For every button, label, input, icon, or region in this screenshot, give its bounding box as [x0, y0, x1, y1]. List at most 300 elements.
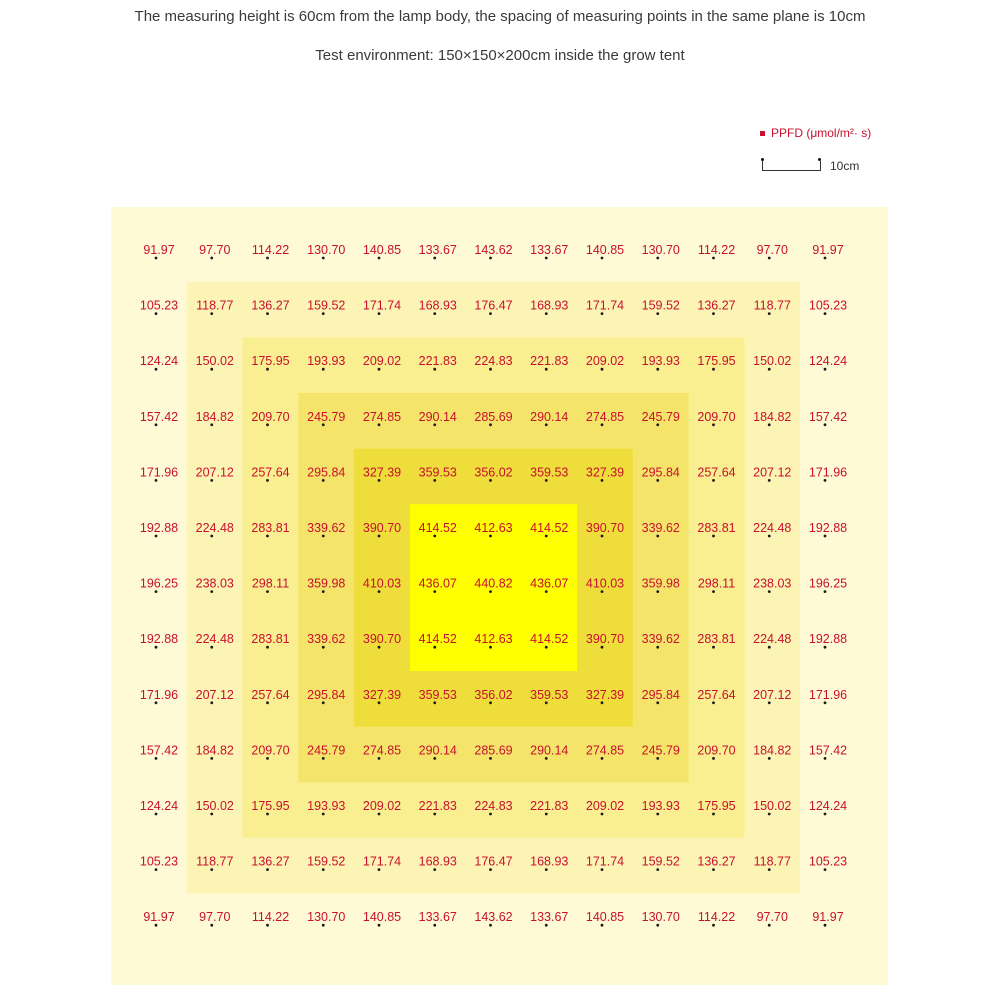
- measure-point-icon: [266, 368, 269, 371]
- ppfd-value-label: 285.69: [474, 743, 513, 758]
- measure-point-icon: [545, 535, 548, 538]
- ppfd-value-label: 245.79: [641, 409, 680, 424]
- measure-point-icon: [322, 868, 325, 871]
- header-line-measuring-height: The measuring height is 60cm from the lamp body, the spacing of measuring points in the same plane is 10cm: [134, 8, 866, 25]
- ppfd-value-label: 327.39: [362, 687, 402, 702]
- ppfd-value-label: 114.22: [697, 910, 736, 925]
- measure-point-icon: [601, 813, 604, 816]
- measure-point-icon: [656, 479, 659, 482]
- measure-point-icon: [656, 423, 659, 426]
- ppfd-value-label: 359.98: [641, 576, 680, 591]
- measure-point-icon: [601, 590, 604, 593]
- measure-point-icon: [545, 479, 548, 482]
- legend-label: PPFD (μmol/m²· s): [771, 126, 872, 140]
- measure-point-icon: [824, 646, 827, 649]
- ppfd-value-label: 130.70: [307, 243, 346, 257]
- ppfd-value-label: 207.12: [753, 465, 792, 480]
- ppfd-value-label: 118.77: [753, 298, 791, 313]
- ppfd-value-label: 150.02: [753, 354, 792, 369]
- ppfd-value-label: 171.96: [139, 687, 179, 702]
- measure-point-icon: [210, 479, 213, 482]
- measure-point-icon: [712, 868, 715, 871]
- ppfd-value-label: 238.03: [195, 576, 234, 591]
- ppfd-value-label: 209.70: [697, 409, 736, 424]
- measure-point-icon: [433, 757, 436, 760]
- measure-point-icon: [322, 535, 325, 538]
- ppfd-value-label: 171.74: [585, 854, 625, 869]
- measure-point-icon: [601, 257, 604, 260]
- measure-point-icon: [824, 312, 827, 315]
- measure-point-icon: [155, 757, 158, 760]
- ppfd-value-label: 436.07: [530, 576, 569, 591]
- ppfd-value-label: 105.23: [139, 854, 179, 869]
- measure-point-icon: [601, 423, 604, 426]
- ppfd-value-label: 290.14: [530, 409, 569, 424]
- ppfd-value-label: 192.88: [808, 521, 848, 535]
- measure-point-icon: [545, 257, 548, 260]
- measure-point-icon: [266, 701, 269, 704]
- measure-point-icon: [824, 757, 827, 760]
- ppfd-value-label: 436.07: [418, 576, 457, 591]
- measure-point-icon: [266, 535, 269, 538]
- measure-point-icon: [155, 813, 158, 816]
- measure-point-icon: [322, 423, 325, 426]
- ppfd-value-label: 224.48: [753, 632, 792, 647]
- measure-point-icon: [155, 535, 158, 538]
- ppfd-value-label: 157.42: [139, 743, 179, 758]
- measure-point-icon: [489, 423, 492, 426]
- ppfd-value-label: 159.52: [641, 298, 680, 313]
- measure-point-icon: [601, 868, 604, 871]
- measure-point-icon: [378, 757, 381, 760]
- ppfd-value-label: 105.23: [808, 298, 848, 313]
- ppfd-value-label: 171.96: [139, 465, 179, 480]
- ppfd-value-label: 298.11: [251, 576, 290, 591]
- ppfd-value-label: 124.24: [139, 354, 179, 369]
- measure-point-icon: [210, 368, 213, 371]
- ppfd-value-label: 412.63: [474, 521, 513, 535]
- ppfd-value-label: 221.83: [530, 354, 569, 369]
- ppfd-value-label: 224.48: [195, 521, 234, 535]
- measure-point-icon: [210, 312, 213, 315]
- ppfd-value-label: 184.82: [195, 409, 234, 424]
- measure-point-icon: [601, 757, 604, 760]
- measure-point-icon: [210, 257, 213, 260]
- ppfd-value-label: 171.74: [362, 298, 402, 313]
- ppfd-value-label: 114.22: [697, 243, 736, 257]
- ppfd-value-label: 359.53: [418, 465, 457, 480]
- measure-point-icon: [433, 646, 436, 649]
- ppfd-value-label: 124.24: [139, 799, 179, 813]
- ppfd-value-label: 339.62: [641, 521, 680, 535]
- ppfd-value-label: 224.83: [474, 354, 513, 369]
- ppfd-value-label: 124.24: [808, 354, 848, 369]
- ppfd-value-label: 176.47: [474, 854, 513, 869]
- ppfd-value-label: 175.95: [251, 799, 290, 813]
- measure-point-icon: [322, 813, 325, 816]
- ppfd-value-label: 356.02: [474, 687, 513, 702]
- measure-point-icon: [433, 590, 436, 593]
- measure-point-icon: [768, 646, 771, 649]
- ppfd-value-label: 295.84: [641, 465, 680, 480]
- measure-point-icon: [322, 479, 325, 482]
- ppfd-value-label: 140.85: [362, 243, 402, 257]
- ppfd-value-label: 359.53: [418, 687, 457, 702]
- measure-point-icon: [601, 646, 604, 649]
- ppfd-value-label: 209.70: [697, 743, 736, 758]
- measure-point-icon: [433, 868, 436, 871]
- measure-point-icon: [489, 646, 492, 649]
- measure-point-icon: [824, 924, 827, 927]
- ppfd-value-label: 224.83: [474, 799, 513, 813]
- ppfd-value-label: 359.53: [530, 465, 569, 480]
- ppfd-value-label: 414.52: [530, 632, 569, 647]
- measure-point-icon: [433, 368, 436, 371]
- ppfd-value-label: 414.52: [530, 521, 569, 535]
- measure-point-icon: [322, 924, 325, 927]
- measure-point-icon: [210, 924, 213, 927]
- ppfd-value-label: 339.62: [307, 632, 346, 647]
- ppfd-value-label: 159.52: [641, 854, 680, 869]
- measure-point-icon: [322, 701, 325, 704]
- measure-point-icon: [545, 924, 548, 927]
- measure-point-icon: [712, 535, 715, 538]
- ppfd-value-label: 184.82: [753, 743, 792, 758]
- ppfd-value-label: 176.47: [474, 298, 513, 313]
- ppfd-value-label: 192.88: [139, 521, 179, 535]
- ppfd-value-label: 118.77: [196, 298, 234, 313]
- ppfd-value-label: 359.98: [307, 576, 346, 591]
- ppfd-value-label: 224.48: [753, 521, 792, 535]
- measure-point-icon: [155, 312, 158, 315]
- measure-point-icon: [545, 590, 548, 593]
- ppfd-value-label: 130.70: [641, 910, 680, 925]
- measure-point-icon: [489, 368, 492, 371]
- ppfd-value-label: 171.96: [808, 465, 848, 480]
- ppfd-value-label: 257.64: [697, 687, 736, 702]
- ppfd-value-label: 175.95: [697, 799, 736, 813]
- measure-point-icon: [656, 813, 659, 816]
- ppfd-value-label: 209.02: [362, 799, 402, 813]
- ppfd-value-label: 339.62: [307, 521, 346, 535]
- measure-point-icon: [378, 924, 381, 927]
- ppfd-value-label: 184.82: [753, 409, 792, 424]
- ppfd-value-label: 283.81: [697, 632, 736, 647]
- measure-point-icon: [824, 423, 827, 426]
- ppfd-value-label: 168.93: [418, 298, 457, 313]
- ppfd-value-label: 157.42: [139, 409, 179, 424]
- ppfd-value-label: 133.67: [418, 910, 457, 925]
- measure-point-icon: [378, 590, 381, 593]
- measure-point-icon: [489, 924, 492, 927]
- measure-point-icon: [768, 590, 771, 593]
- ppfd-value-label: 209.70: [251, 409, 290, 424]
- measure-point-icon: [322, 368, 325, 371]
- measure-point-icon: [155, 924, 158, 927]
- ppfd-value-label: 193.93: [641, 354, 680, 369]
- measure-point-icon: [433, 924, 436, 927]
- measure-point-icon: [824, 368, 827, 371]
- ppfd-value-label: 209.70: [251, 743, 290, 758]
- ppfd-value-label: 133.67: [530, 910, 569, 925]
- measure-point-icon: [155, 423, 158, 426]
- measure-point-icon: [545, 312, 548, 315]
- ppfd-value-label: 196.25: [139, 576, 179, 591]
- measure-point-icon: [601, 479, 604, 482]
- measure-point-icon: [656, 646, 659, 649]
- measure-point-icon: [378, 423, 381, 426]
- ppfd-value-label: 130.70: [641, 243, 680, 257]
- ppfd-value-label: 136.27: [251, 298, 290, 313]
- measure-point-icon: [155, 257, 158, 260]
- measure-point-icon: [378, 868, 381, 871]
- ppfd-value-label: 274.85: [585, 409, 625, 424]
- ppfd-value-label: 193.93: [307, 799, 346, 813]
- ppfd-value-label: 91.97: [812, 910, 844, 925]
- ppfd-value-label: 118.77: [196, 854, 234, 869]
- ppfd-value-label: 143.62: [474, 243, 513, 257]
- ppfd-value-label: 412.63: [474, 632, 513, 647]
- measure-point-icon: [601, 535, 604, 538]
- measure-point-icon: [656, 535, 659, 538]
- header-line-test-environment: Test environment: 150×150×200cm inside the grow tent: [315, 47, 685, 64]
- ppfd-value-label: 339.62: [641, 632, 680, 647]
- measure-point-icon: [266, 757, 269, 760]
- measure-point-icon: [545, 813, 548, 816]
- measure-point-icon: [712, 813, 715, 816]
- measure-point-icon: [656, 757, 659, 760]
- ppfd-value-label: 97.70: [756, 243, 788, 257]
- measure-point-icon: [768, 757, 771, 760]
- ppfd-value-label: 290.14: [418, 743, 457, 758]
- measure-point-icon: [266, 868, 269, 871]
- measure-point-icon: [433, 479, 436, 482]
- measure-point-icon: [210, 423, 213, 426]
- ppfd-value-label: 298.11: [697, 576, 736, 591]
- ppfd-value-label: 157.42: [808, 409, 848, 424]
- ppfd-value-label: 136.27: [251, 854, 290, 869]
- ppfd-value-label: 283.81: [251, 521, 290, 535]
- measure-point-icon: [210, 868, 213, 871]
- measure-point-icon: [545, 868, 548, 871]
- ppfd-value-label: 150.02: [753, 799, 792, 813]
- measure-point-icon: [824, 590, 827, 593]
- measure-point-icon: [656, 257, 659, 260]
- ppfd-value-label: 168.93: [530, 298, 569, 313]
- measure-point-icon: [768, 257, 771, 260]
- measure-point-icon: [433, 257, 436, 260]
- measure-point-icon: [656, 312, 659, 315]
- measure-point-icon: [489, 813, 492, 816]
- measure-point-icon: [378, 368, 381, 371]
- measure-point-icon: [378, 479, 381, 482]
- measure-point-icon: [824, 868, 827, 871]
- measure-point-icon: [489, 535, 492, 538]
- measure-point-icon: [545, 646, 548, 649]
- ppfd-value-label: 171.74: [585, 298, 625, 313]
- ppfd-value-label: 97.70: [199, 243, 231, 257]
- ppfd-value-label: 140.85: [585, 243, 625, 257]
- ppfd-value-label: 209.02: [585, 354, 625, 369]
- measure-point-icon: [545, 701, 548, 704]
- ppfd-value-label: 410.03: [362, 576, 402, 591]
- ppfd-value-label: 193.93: [307, 354, 346, 369]
- ppfd-value-label: 133.67: [530, 243, 569, 257]
- ppfd-value-label: 207.12: [753, 687, 792, 702]
- ppfd-value-label: 290.14: [418, 409, 457, 424]
- ppfd-value-label: 124.24: [808, 799, 848, 813]
- measure-point-icon: [489, 257, 492, 260]
- ppfd-value-label: 175.95: [697, 354, 736, 369]
- ppfd-value-label: 274.85: [362, 409, 402, 424]
- ppfd-value-label: 390.70: [585, 632, 625, 647]
- measure-point-icon: [768, 924, 771, 927]
- measure-point-icon: [768, 479, 771, 482]
- ppfd-value-label: 327.39: [362, 465, 402, 480]
- measure-point-icon: [712, 757, 715, 760]
- measure-point-icon: [601, 701, 604, 704]
- ppfd-value-label: 193.93: [641, 799, 680, 813]
- measure-point-icon: [656, 924, 659, 927]
- ppfd-value-label: 105.23: [808, 854, 848, 869]
- ppfd-value-label: 209.02: [585, 799, 625, 813]
- ppfd-value-label: 295.84: [641, 687, 680, 702]
- measure-point-icon: [266, 646, 269, 649]
- ppfd-value-label: 91.97: [143, 910, 175, 925]
- measure-point-icon: [712, 479, 715, 482]
- measure-point-icon: [378, 646, 381, 649]
- ppfd-value-label: 390.70: [362, 632, 402, 647]
- measure-point-icon: [824, 535, 827, 538]
- ppfd-value-label: 159.52: [307, 298, 346, 313]
- measure-point-icon: [489, 590, 492, 593]
- measure-point-icon: [489, 757, 492, 760]
- ppfd-value-label: 238.03: [753, 576, 792, 591]
- ppfd-value-label: 114.22: [251, 243, 290, 257]
- ppfd-value-label: 171.74: [362, 854, 402, 869]
- measure-point-icon: [768, 535, 771, 538]
- measure-point-icon: [266, 813, 269, 816]
- measure-point-icon: [155, 646, 158, 649]
- ppfd-value-label: 283.81: [697, 521, 736, 535]
- ppfd-value-label: 184.82: [195, 743, 234, 758]
- measure-point-icon: [601, 924, 604, 927]
- ppfd-value-label: 327.39: [585, 687, 625, 702]
- measure-point-icon: [266, 423, 269, 426]
- measure-point-icon: [266, 479, 269, 482]
- ppfd-value-label: 327.39: [585, 465, 625, 480]
- ppfd-value-label: 295.84: [307, 687, 346, 702]
- ppfd-value-label: 97.70: [199, 910, 231, 925]
- ppfd-value-label: 168.93: [418, 854, 457, 869]
- ppfd-value-label: 274.85: [585, 743, 625, 758]
- measure-point-icon: [712, 368, 715, 371]
- measure-point-icon: [489, 868, 492, 871]
- ppfd-value-label: 114.22: [251, 910, 290, 925]
- ppfd-value-label: 136.27: [697, 854, 736, 869]
- measure-point-icon: [378, 312, 381, 315]
- measure-point-icon: [824, 701, 827, 704]
- measure-point-icon: [322, 257, 325, 260]
- measure-point-icon: [378, 813, 381, 816]
- measure-point-icon: [266, 590, 269, 593]
- ppfd-value-label: 207.12: [195, 465, 234, 480]
- measure-point-icon: [210, 646, 213, 649]
- ppfd-value-label: 245.79: [641, 743, 680, 758]
- ppfd-value-label: 97.70: [756, 910, 788, 925]
- ppfd-value-label: 274.85: [362, 743, 402, 758]
- measure-point-icon: [322, 590, 325, 593]
- measure-point-icon: [712, 312, 715, 315]
- ppfd-value-label: 91.97: [143, 243, 175, 257]
- ppfd-value-label: 136.27: [697, 298, 736, 313]
- ppfd-value-label: 414.52: [418, 632, 457, 647]
- ppfd-value-label: 192.88: [808, 632, 848, 647]
- ppfd-value-label: 140.85: [362, 910, 402, 925]
- measure-point-icon: [712, 423, 715, 426]
- ppfd-value-label: 157.42: [808, 743, 848, 758]
- ppfd-value-label: 414.52: [418, 521, 457, 535]
- ppfd-value-label: 133.67: [418, 243, 457, 257]
- ppfd-value-label: 390.70: [585, 521, 625, 535]
- measure-point-icon: [824, 813, 827, 816]
- ppfd-value-label: 285.69: [474, 409, 513, 424]
- ppfd-value-label: 130.70: [307, 910, 346, 925]
- measure-point-icon: [545, 423, 548, 426]
- measure-point-icon: [768, 701, 771, 704]
- ppfd-value-label: 91.97: [812, 243, 844, 257]
- ppfd-value-label: 245.79: [307, 743, 346, 758]
- measure-point-icon: [378, 257, 381, 260]
- measure-point-icon: [378, 535, 381, 538]
- ppfd-value-label: 221.83: [418, 799, 457, 813]
- ppfd-value-label: 207.12: [195, 687, 234, 702]
- measure-point-icon: [155, 479, 158, 482]
- ppfd-value-label: 224.48: [195, 632, 234, 647]
- ppfd-value-label: 390.70: [362, 521, 402, 535]
- ppfd-value-label: 257.64: [697, 465, 736, 480]
- measure-point-icon: [768, 368, 771, 371]
- ppfd-value-label: 143.62: [474, 910, 513, 925]
- measure-point-icon: [768, 423, 771, 426]
- measure-point-icon: [210, 757, 213, 760]
- measure-point-icon: [489, 701, 492, 704]
- ppfd-value-label: 295.84: [307, 465, 346, 480]
- measure-point-icon: [210, 535, 213, 538]
- measure-point-icon: [155, 368, 158, 371]
- measure-point-icon: [712, 646, 715, 649]
- measure-point-icon: [712, 701, 715, 704]
- measure-point-icon: [433, 701, 436, 704]
- measure-point-icon: [545, 368, 548, 371]
- measure-point-icon: [433, 312, 436, 315]
- measure-point-icon: [656, 868, 659, 871]
- ppfd-value-label: 257.64: [251, 687, 290, 702]
- ppfd-value-label: 171.96: [808, 687, 848, 702]
- measure-point-icon: [768, 312, 771, 315]
- measure-point-icon: [155, 701, 158, 704]
- measure-point-icon: [545, 757, 548, 760]
- measure-point-icon: [433, 535, 436, 538]
- measure-point-icon: [378, 701, 381, 704]
- measure-point-icon: [489, 479, 492, 482]
- ppfd-value-label: 221.83: [418, 354, 457, 369]
- ppfd-value-label: 410.03: [585, 576, 625, 591]
- measure-point-icon: [712, 257, 715, 260]
- measure-point-icon: [824, 479, 827, 482]
- measure-point-icon: [266, 312, 269, 315]
- scale-label: 10cm: [830, 159, 860, 173]
